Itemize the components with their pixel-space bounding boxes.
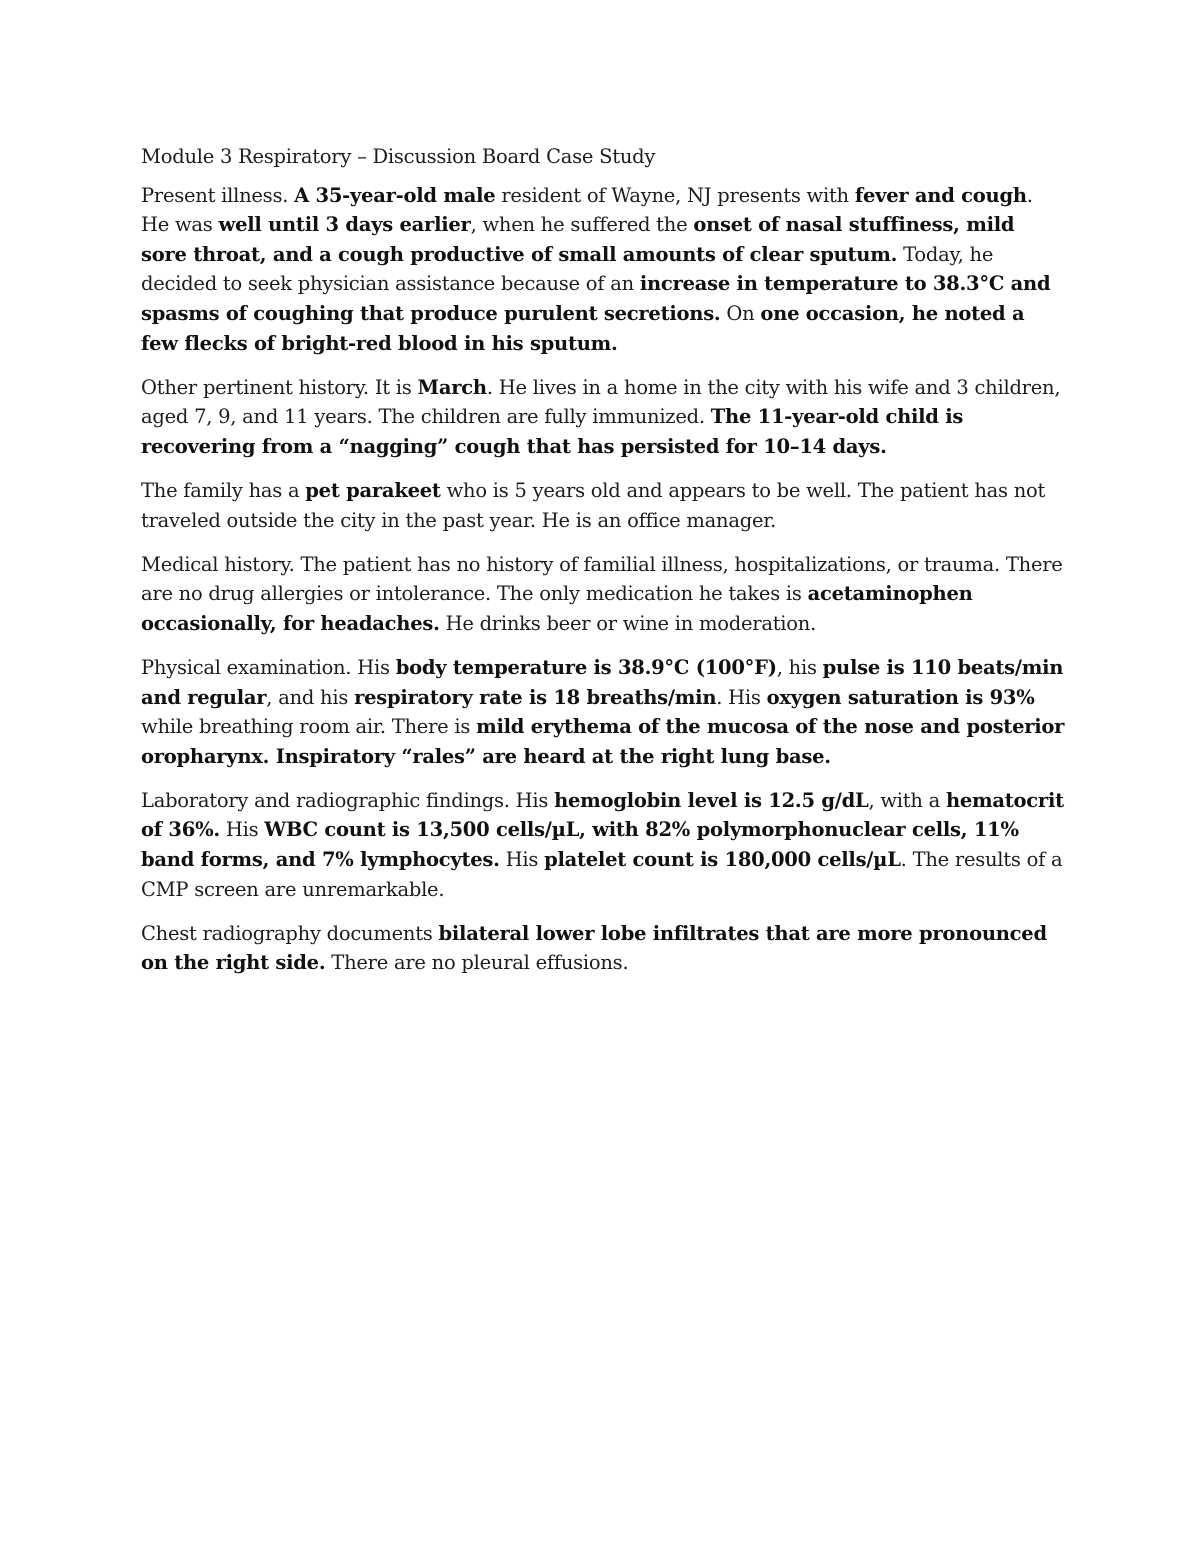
text-run: He drinks beer or wine in moderation. xyxy=(439,611,817,635)
bold-text-run: The 11-year-old child is recovering from a “nagging” cough that has persisted for 10–14 days. xyxy=(141,405,964,458)
bold-text-run: acetaminophen occasionally, for headaches. xyxy=(141,582,973,635)
text-run: His xyxy=(499,847,545,871)
text-run: resident of Wayne, NJ presents with xyxy=(495,183,855,207)
bold-text-run: bilateral lower lobe infiltrates that are more pronounced on the right side. xyxy=(141,921,1047,975)
paragraph xyxy=(141,919,1066,978)
bold-text-run: pulse is 110 beats/min and regular xyxy=(141,655,1064,709)
text-run: Today, he decided to seek physician assistance because of an xyxy=(141,242,994,296)
bold-text-run: body temperature is 38.9°C (100°F) xyxy=(395,655,777,679)
paragraph xyxy=(141,786,1066,904)
bold-text-run: increase in temperature to 38.3°C and spasms of coughing that produce purulent secretions. xyxy=(141,272,1051,325)
text-run: , with a xyxy=(868,788,946,812)
text-run: The family has a xyxy=(141,478,306,502)
bold-text-run: platelet count is 180,000 cells/µL xyxy=(544,847,901,871)
text-run: . His xyxy=(716,685,767,709)
text-run: Chest radiography documents xyxy=(141,921,439,945)
text-run: There are no pleural effusions. xyxy=(325,951,629,975)
text-run: . He lives in a home in the city with his wife and 3 children, aged 7, 9, and 11 years. The children are fully immunized. xyxy=(141,375,1061,429)
text-run: Present illness. xyxy=(141,183,295,207)
paragraph xyxy=(141,476,1066,535)
paragraph xyxy=(141,181,1066,359)
bold-text-run: oxygen saturation is 93% xyxy=(766,685,1035,709)
bold-text-run: mild erythema of the mucosa of the nose and posterior oropharynx. Inspiratory “rales” are heard at the right lung base. xyxy=(141,715,1065,768)
bold-text-run: hematocrit of 36%. xyxy=(141,788,1064,842)
bold-text-run: one occasion, he noted a few flecks of bright-red blood in his sputum. xyxy=(141,301,1025,355)
text-run: while breathing room air. There is xyxy=(141,715,477,739)
bold-text-run: respiratory rate is 18 breaths/min xyxy=(354,685,717,709)
text-run: Medical history. The patient has no history of familial illness, hospitalizations, or trauma. There are no drug allergies or intolerance. The only medication he takes is xyxy=(141,552,1063,606)
text-run: . The results of a CMP screen are unremarkable. xyxy=(141,847,1063,901)
paragraph xyxy=(141,550,1066,639)
text-run: who is 5 years old and appears to be well. The patient has not traveled outside the city in the past year. He is an office manager. xyxy=(141,478,1046,532)
text-run: Physical examination. His xyxy=(141,655,396,679)
paragraph xyxy=(141,653,1066,771)
bold-text-run: well until 3 days earlier xyxy=(218,213,471,237)
bold-text-run: WBC count is 13,500 cells/µL, with 82% polymorphonuclear cells, 11% band forms, and 7% lymphocytes. xyxy=(141,818,1019,871)
document-page xyxy=(141,142,1066,992)
bold-text-run: onset of nasal stuffiness, mild sore throat, and a cough productive of small amounts of clear sputum. xyxy=(141,213,1015,266)
text-run: . He was xyxy=(141,183,1033,237)
text-run: , and his xyxy=(266,685,355,709)
bold-text-run: hemoglobin level is 12.5 g/dL xyxy=(554,788,869,812)
text-run: Other pertinent history. It is xyxy=(141,375,418,399)
text-run: , his xyxy=(776,655,823,679)
bold-text-run: A 35-year-old male xyxy=(294,183,496,207)
text-run: Laboratory and radiographic findings. His xyxy=(141,788,555,812)
bold-text-run: March xyxy=(417,375,487,399)
document-body xyxy=(141,181,1066,978)
document-title: Module 3 Respiratory – Discussion Board Case Study xyxy=(141,145,656,168)
bold-text-run: fever and cough xyxy=(854,183,1027,207)
paragraph xyxy=(141,373,1066,462)
text-run: His xyxy=(219,818,265,842)
text-run: On xyxy=(720,301,761,325)
bold-text-run: pet parakeet xyxy=(305,478,441,502)
text-run: , when he suffered the xyxy=(470,213,694,237)
